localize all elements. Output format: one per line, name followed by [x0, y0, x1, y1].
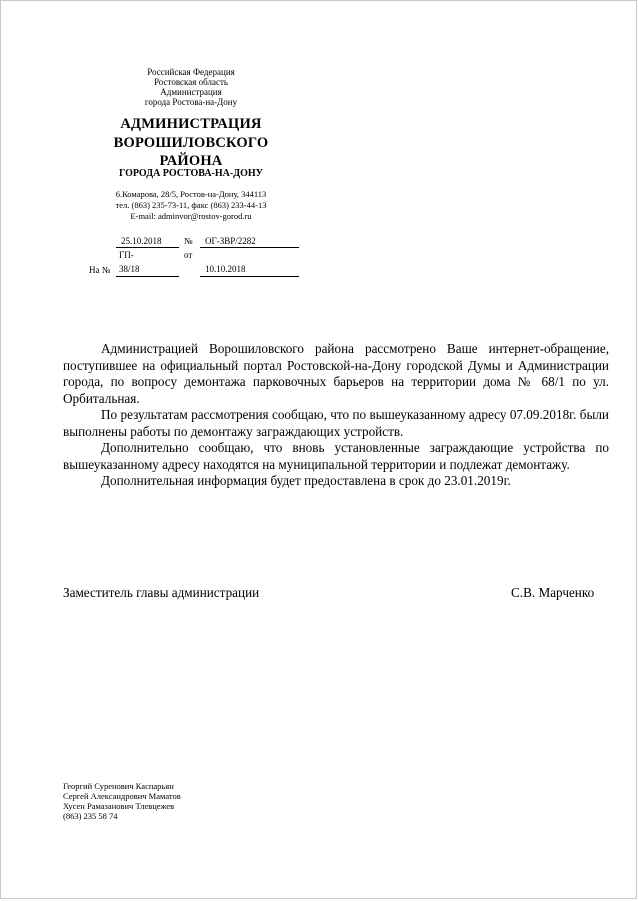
letterhead-admin: Администрация — [160, 87, 222, 97]
letterhead-title-line3: РАЙОНА — [159, 153, 223, 169]
gp-prefix: ГП- — [119, 250, 134, 260]
in-reply-label: На № — [89, 265, 111, 275]
letterhead-title-line1: АДМИНИСТРАЦИЯ — [120, 116, 262, 132]
letterhead-phone: тел. (863) 235-73-11, факс (863) 233-44-13 — [115, 200, 267, 210]
signatory-name: С.В. Марченко — [511, 585, 595, 600]
executor-line-1: Георгий Суренович Каспарьян — [63, 781, 174, 791]
outgoing-number: ОГ-ЗВР/2282 — [205, 236, 256, 246]
number-sign: № — [184, 236, 193, 246]
outgoing-number-underline — [200, 247, 299, 248]
letterhead-title-city: ГОРОДА РОСТОВА-НА-ДОНУ — [118, 168, 263, 179]
letter-body — [63, 341, 609, 490]
in-reply-number-underline — [116, 276, 179, 277]
outgoing-date: 25.10.2018 — [121, 236, 162, 246]
paragraph-1: Администрацией Ворошиловского района рассмотрено Ваше интернет-обращение, поступившее на официальный портал Ростовской-на-Дону городской Думы и Администрации города, по вопросу демонтажа парковочных барьеров на территории дома № 68/1 по ул. Орбитальная. — [63, 341, 609, 406]
letterhead-title-line2: ВОРОШИЛОВСКОГО — [113, 135, 269, 151]
executor-phone: (863) 235 58 74 — [63, 811, 118, 821]
letterhead-country: Российская Федерация — [147, 67, 235, 77]
in-reply-date-underline — [200, 276, 299, 277]
in-reply-date: 10.10.2018 — [205, 264, 246, 274]
paragraph-2: По результатам рассмотрения сообщаю, что по вышеуказанному адресу 07.09.2018г. были выполнены работы по демонтажу заграждающих устройств. — [63, 407, 609, 439]
letterhead-address: 6.Комарова, 28/5, Ростов-на-Дону, 344113 — [115, 189, 267, 199]
in-reply-number: 38/18 — [119, 264, 140, 274]
paragraph-4: Дополнительная информация будет предоставлена в срок до 23.01.2019г. — [101, 473, 511, 488]
executor-line-3: Хусен Рамазанович Тлевцежев — [63, 801, 175, 811]
paragraph-3: Дополнительно сообщаю, что вновь установленные заграждающие устройства по вышеуказанному адресу находятся на муниципальной территории и подлежат демонтажу. — [63, 440, 609, 472]
letterhead-region: Ростовская область — [154, 77, 228, 87]
letterhead-city: города Ростова-на-Дону — [144, 97, 238, 107]
from-label: от — [184, 250, 193, 260]
executor-line-2: Сергей Александрович Маматов — [63, 791, 181, 801]
letterhead-email: E-mail: adminvor@rostov-gorod.ru — [130, 211, 252, 221]
signatory-position: Заместитель главы администрации — [63, 585, 260, 600]
outgoing-date-underline — [116, 247, 179, 248]
